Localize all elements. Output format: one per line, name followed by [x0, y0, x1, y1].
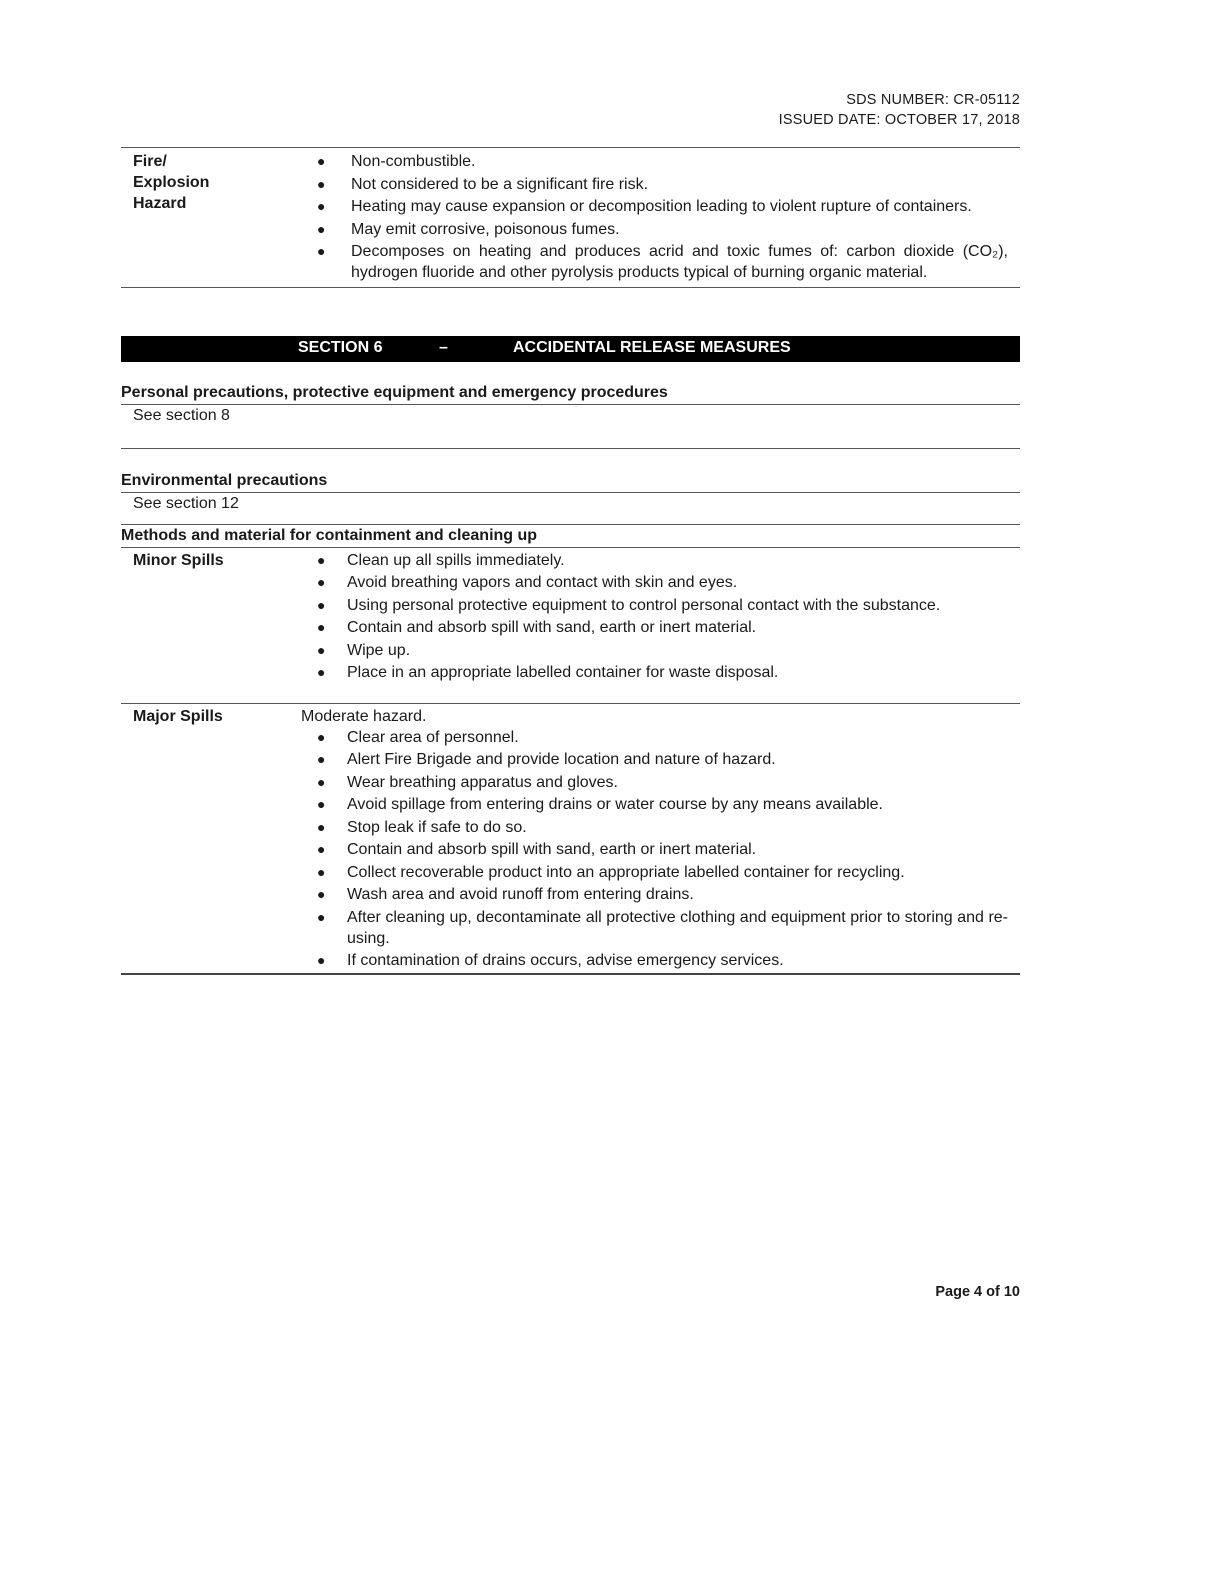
list-item: ● Using personal protective equipment to control personal contact with the substance.: [317, 596, 941, 614]
minor-spills-label: Minor Spills: [133, 551, 224, 569]
fire-hazard-label-line: Explosion: [133, 174, 210, 191]
personal-precautions-body: See section 8: [133, 406, 230, 424]
major-spills-intro: Moderate hazard.: [301, 707, 427, 725]
section-header-bar: [121, 336, 1020, 362]
list-item: ● Clean up all spills immediately.: [317, 551, 565, 569]
bullet-icon: ●: [317, 796, 326, 812]
bullet-icon: ●: [317, 641, 326, 658]
list-item: ● After cleaning up, decontaminate all protective clothing and equipment prior to storing and re-using.: [317, 908, 1008, 947]
list-item: ● Wear breathing apparatus and gloves.: [317, 773, 618, 791]
list-item: ● Place in an appropriate labelled container for waste disposal.: [317, 664, 779, 681]
major-spills-label: Major Spills: [133, 707, 223, 725]
list-item: ● Avoid breathing vapors and contact with skin and eyes.: [317, 574, 738, 591]
list-item: ● If contamination of drains occurs, advise emergency services.: [317, 952, 784, 969]
bullet-icon: ●: [317, 818, 326, 835]
list-item: ● Contain and absorb spill with sand, earth or inert material.: [317, 619, 757, 636]
section-title: ACCIDENTAL RELEASE MEASURES: [513, 338, 791, 356]
bullet-icon: ●: [317, 243, 326, 259]
issued-date: ISSUED DATE: OCTOBER 17, 2018: [778, 112, 1020, 128]
environmental-precautions-heading: Environmental precautions: [121, 471, 328, 489]
bullet-icon: ●: [317, 908, 326, 925]
list-item: ● Decomposes on heating and produces acrid and toxic fumes of: carbon dioxide (CO₂), hydrogen fluoride and other pyrolysis products typical of burning organic material.: [317, 243, 1008, 281]
bullet-icon: ●: [317, 664, 326, 680]
major-spills-list: [301, 727, 1008, 972]
page-number: Page 4 of 10: [935, 1284, 1020, 1300]
minor-spills-list: [301, 550, 1008, 684]
fire-hazard-label: [121, 151, 301, 285]
fire-hazard-row: [121, 148, 1020, 287]
environmental-precautions-body: See section 12: [133, 494, 239, 512]
bullet-icon: ●: [317, 619, 326, 635]
minor-spills-row: [121, 548, 1020, 685]
divider: [121, 287, 1020, 288]
list-item: ● Collect recoverable product into an appropriate labelled container for recycling.: [317, 863, 905, 881]
section-dash: –: [439, 338, 448, 356]
bullet-icon: ●: [317, 728, 326, 745]
bullet-icon: ●: [317, 153, 326, 169]
bullet-icon: ●: [317, 596, 326, 613]
personal-precautions-heading: Personal precautions, protective equipment and emergency procedures: [121, 383, 668, 401]
bullet-icon: ●: [317, 886, 326, 902]
bullet-icon: ●: [317, 773, 326, 790]
list-item: ● Avoid spillage from entering drains or water course by any means available.: [317, 796, 883, 813]
document-content: [121, 147, 1020, 975]
bullet-icon: ●: [317, 863, 326, 880]
containment-heading: Methods and material for containment and cleaning up: [121, 526, 538, 544]
list-item: ● Wash area and avoid runoff from entering drains.: [317, 886, 694, 903]
document-header: [779, 90, 1020, 130]
list-item: ● Wipe up.: [317, 641, 411, 659]
section-number: SECTION 6: [298, 338, 383, 356]
list-item: ● Heating may cause expansion or decomposition leading to violent rupture of containers.: [317, 198, 972, 215]
fire-hazard-list: [301, 151, 1020, 285]
bullet-icon: ●: [317, 841, 326, 857]
list-item: ● Clear area of personnel.: [317, 728, 519, 746]
divider: [121, 448, 1020, 449]
fire-hazard-label-line: Fire/: [133, 153, 167, 170]
bullet-icon: ●: [317, 175, 326, 192]
bullet-icon: ●: [317, 198, 326, 214]
list-item: ● Non-combustible.: [317, 153, 476, 170]
bullet-icon: ●: [317, 220, 326, 237]
list-item: ● Alert Fire Brigade and provide location and nature of hazard.: [317, 751, 776, 768]
list-item: ● May emit corrosive, poisonous fumes.: [317, 220, 620, 238]
divider: [121, 973, 1020, 975]
bullet-icon: ●: [317, 751, 326, 767]
bullet-icon: ●: [317, 952, 326, 968]
fire-hazard-label-line: Hazard: [133, 195, 187, 212]
list-item: ● Not considered to be a significant fire risk.: [317, 175, 649, 193]
sds-number: SDS NUMBER: CR-05112: [846, 92, 1020, 108]
list-item: ● Contain and absorb spill with sand, earth or inert material.: [317, 841, 757, 858]
list-item: ● Stop leak if safe to do so.: [317, 818, 527, 836]
bullet-icon: ●: [317, 551, 326, 568]
bullet-icon: ●: [317, 574, 326, 590]
major-spills-row: [121, 704, 1020, 973]
